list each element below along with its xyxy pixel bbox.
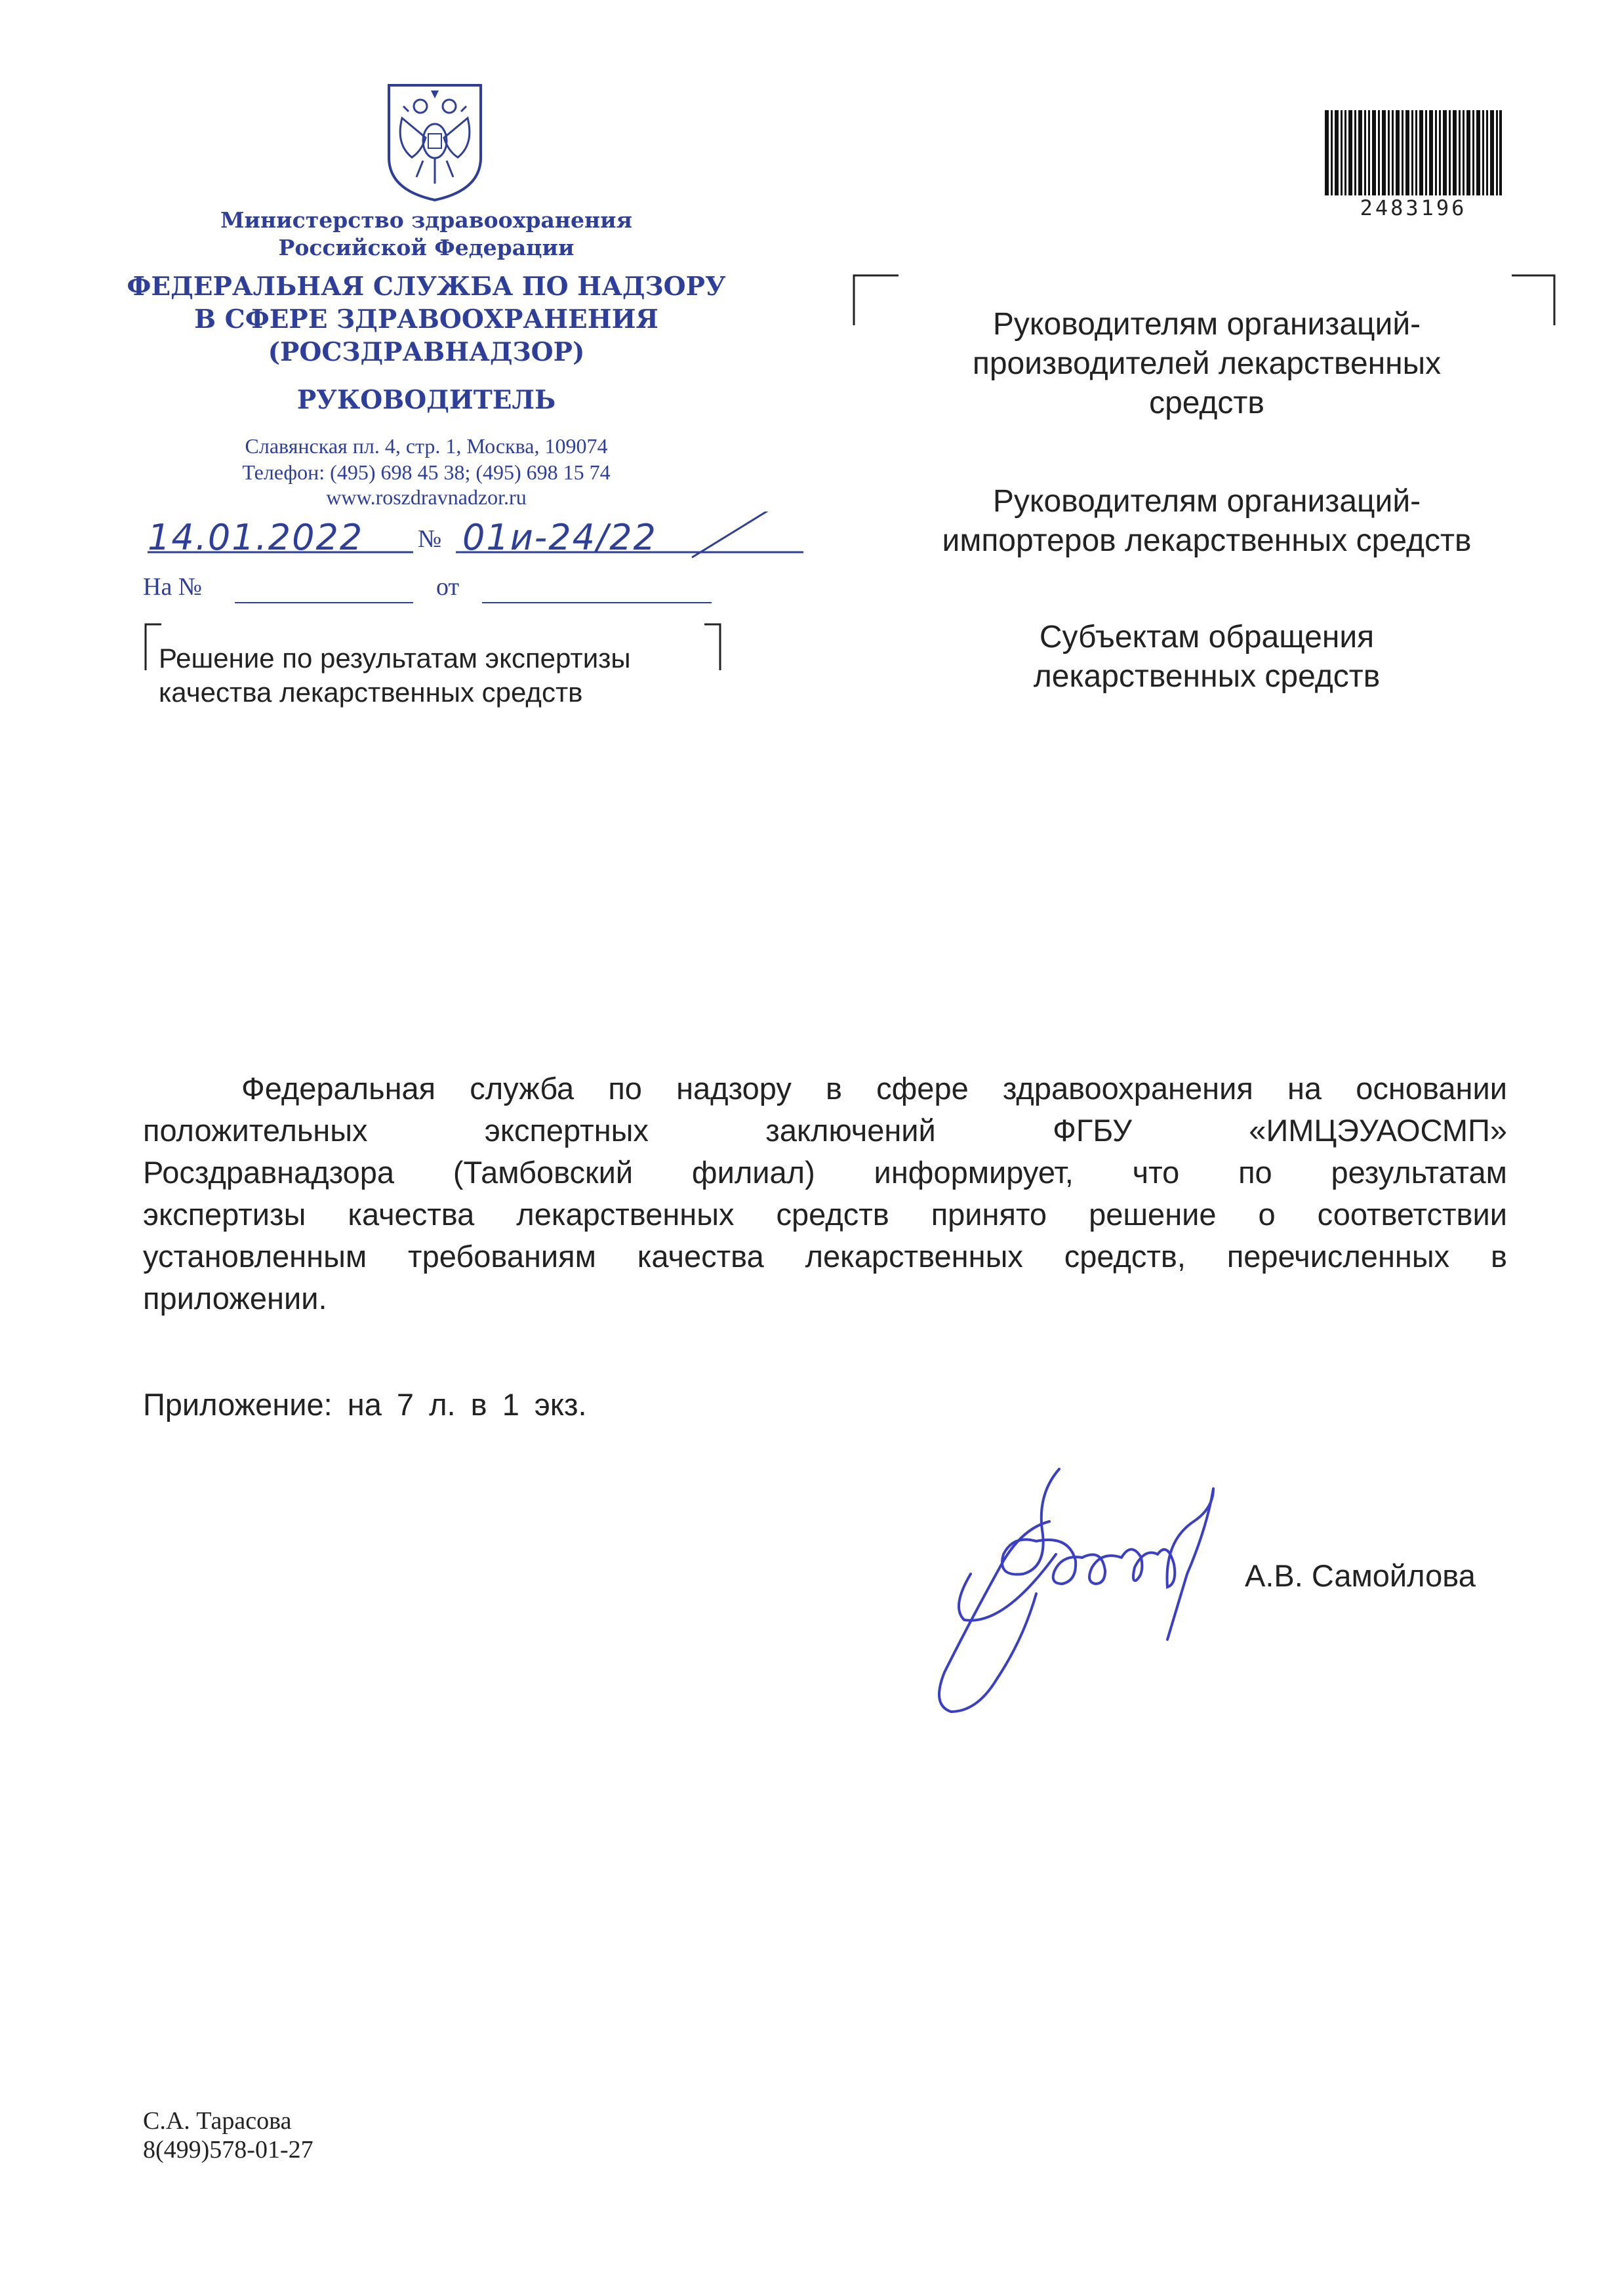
recipient-line: средств bbox=[1149, 386, 1264, 420]
executor-name: С.А. Тарасова bbox=[143, 2107, 292, 2135]
recipient-line: лекарственных средств bbox=[1033, 659, 1381, 694]
recipient-circulation-subjects bbox=[879, 618, 1535, 696]
phone-line: Телефон: (495) 698 45 38; (495) 698 15 74 bbox=[242, 460, 611, 484]
handwritten-signature bbox=[905, 1443, 1299, 1731]
recipient-line: Субъектам обращения bbox=[1039, 620, 1375, 655]
recipient-line: Руководителям организаций- bbox=[992, 484, 1421, 519]
letter-body bbox=[143, 1068, 1507, 1319]
barcode-icon bbox=[1325, 110, 1502, 202]
agency-line-3: (РОСЗДРАВНАДЗОР) bbox=[268, 337, 585, 367]
recipient-line: Руководителям организаций- bbox=[992, 307, 1421, 342]
body-line: Федеральная служба по надзору в сфере здравоохранения на основании bbox=[241, 1071, 1507, 1106]
coat-of-arms-icon bbox=[382, 79, 487, 203]
agency-line-2: В СФЕРЕ ЗДРАВООХРАНЕНИЯ bbox=[194, 304, 658, 334]
registration-number: 01и-24/22 bbox=[462, 517, 657, 558]
registration-no-label: № bbox=[418, 525, 442, 553]
address-line: Славянская пл. 4, стр. 1, Москва, 109074 bbox=[245, 434, 608, 458]
recipient-line: производителей лекарственных bbox=[972, 346, 1442, 381]
barcode-number: 2483196 bbox=[1360, 195, 1467, 220]
signer-name: А.В. Самойлова bbox=[1245, 1558, 1476, 1593]
reply-no-label: На № bbox=[143, 573, 203, 601]
head-title: РУКОВОДИТЕЛЬ bbox=[296, 385, 556, 415]
subject-line-2: качества лекарственных средств bbox=[159, 677, 583, 708]
executor-phone: 8(499)578-01-27 bbox=[143, 2136, 313, 2164]
website-line: www.roszdravnadzor.ru bbox=[326, 485, 527, 509]
body-line: приложении. bbox=[143, 1281, 327, 1316]
reply-no-field bbox=[235, 602, 413, 603]
reply-from-label: от bbox=[436, 573, 460, 601]
reply-date-field bbox=[482, 602, 712, 603]
recipient-importers bbox=[879, 482, 1535, 561]
agency-line-1: ФЕДЕРАЛЬНАЯ СЛУЖБА ПО НАДЗОРУ bbox=[127, 272, 726, 302]
ministry-line-2: Российской Федерации bbox=[278, 235, 575, 260]
body-line: установленным требованиям качества лекарственных средств, перечисленных в bbox=[143, 1239, 1507, 1274]
body-line: экспертизы качества лекарственных средств принято решение о соответствии bbox=[143, 1197, 1507, 1232]
body-line: положительных экспертных заключений ФГБУ «ИМЦЭУАОСМП» bbox=[143, 1113, 1507, 1148]
registration-date: 14.01.2022 bbox=[148, 517, 364, 558]
ministry-line-1: Министерство здравоохранения bbox=[220, 207, 632, 233]
recipient-line: импортеров лекарственных средств bbox=[942, 523, 1472, 558]
subject-line-1: Решение по результатам экспертизы bbox=[159, 643, 631, 674]
body-line: Росздравнадзора (Тамбовский филиал) информирует, что по результатам bbox=[143, 1155, 1507, 1190]
annex-note: Приложение: на 7 л. в 1 экз. bbox=[143, 1387, 587, 1422]
recipient-manufacturers bbox=[879, 305, 1535, 423]
